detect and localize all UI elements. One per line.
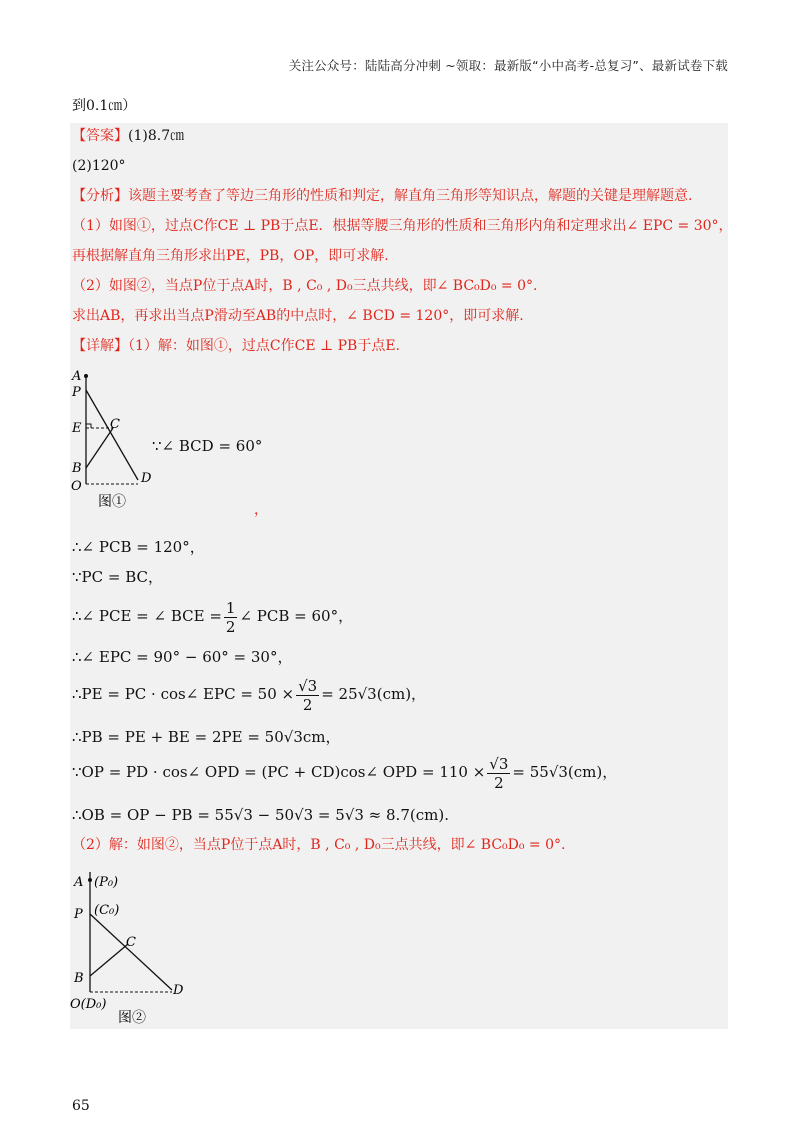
- eq-5-num: √3: [298, 676, 318, 695]
- eq-3-den: 2: [225, 617, 236, 636]
- analysis-l2: 再根据解直角三角形求出PE，PB，OP，即可求解.: [72, 248, 389, 264]
- eq-7-den: 2: [494, 773, 504, 792]
- fig2-caption: 图②: [118, 1010, 146, 1024]
- eq-5-right: = 25√3(cm)，: [321, 685, 427, 703]
- eq-5-den: 2: [302, 695, 313, 714]
- fig1-comma: ，: [254, 502, 268, 518]
- fig2-label-a: A: [74, 875, 84, 890]
- eq-3-right: ∠ PCB = 60°，: [239, 607, 354, 625]
- eq-3-num: 1: [225, 598, 236, 617]
- eq-5-fraction: [296, 677, 319, 714]
- answer-part2: (2)120°: [72, 158, 126, 174]
- fig1-label-o: O: [71, 479, 82, 494]
- eq-3: [72, 596, 353, 636]
- fig1-label-e: E: [72, 421, 82, 436]
- answer-tag: 【答案】: [72, 128, 128, 144]
- fig1-side-equation: ∵∠ BCD = 60°: [152, 437, 263, 455]
- eq-7-fraction: [487, 755, 510, 792]
- eq-3-fraction: [224, 599, 238, 636]
- answer-part1: (1)8.7㎝: [128, 128, 185, 144]
- eq-7-left: ∵OP = PD · cos∠ OPD = (PC + CD)cos∠ OPD = 110 ×: [72, 763, 486, 781]
- fig1-label-c: C: [110, 417, 120, 432]
- eq-6: ∴PB = PE + BE = 2PE = 50√3cm，: [72, 728, 341, 746]
- fig2-label-p0: (P₀): [94, 875, 119, 890]
- eq-7-right: = 55√3(cm)，: [512, 763, 618, 781]
- eq-2: ∵PC = BC，: [72, 568, 163, 586]
- detail-tag: 【详解】: [72, 338, 128, 354]
- fig2-label-d: D: [173, 983, 184, 998]
- fig1-label-a: A: [72, 369, 82, 384]
- fig2-label-c0: (C₀): [94, 903, 120, 918]
- fig1-label-p: P: [72, 385, 81, 400]
- eq-9: （2）解：如图②，当点P位于点A时，B , C₀ , D₀三点共线，即∠ BC₀D₀ = 0°.: [72, 837, 566, 853]
- analysis-text: 该题主要考查了等边三角形的性质和判定，解直角三角形等知识点，解题的关键是理解题意.: [128, 188, 693, 204]
- detail-text: （1）解：如图①，过点C作CE ⊥ PB于点E.: [128, 338, 400, 354]
- page-header: 关注公众号：陆陆高分冲刺 ~领取：最新版“小中高考-总复习”、最新试卷下载: [288, 58, 728, 73]
- fig2-label-b: B: [74, 971, 84, 986]
- fig2-label-c: C: [126, 935, 136, 950]
- eq-3-left: ∴∠ PCE = ∠ BCE =: [72, 607, 222, 625]
- eq-1: ∴∠ PCB = 120°，: [72, 538, 205, 556]
- eq-4: ∴∠ EPC = 90° − 60° = 30°，: [72, 648, 293, 666]
- fig2-label-p: P: [74, 907, 83, 922]
- analysis-tag: 【分析】: [72, 188, 128, 204]
- fig1-label-b: B: [72, 461, 82, 476]
- figure-2: [68, 864, 198, 1024]
- eq-5-left: ∴PE = PC · cos∠ EPC = 50 ×: [72, 685, 295, 703]
- analysis-line: [72, 186, 692, 206]
- eq-5: [72, 674, 426, 714]
- analysis-l1: （1）如图①，过点C作CE ⊥ PB于点E．根据等腰三角形的性质和三角形内角和定理求出∠ EPC = 30°，: [72, 218, 733, 234]
- analysis-l4: 求出AB，再求出当点P滑动至AB的中点时，∠ BCD = 120°，即可求解.: [72, 308, 524, 324]
- fig1-label-d: D: [141, 471, 152, 486]
- page-number: 65: [72, 1098, 90, 1114]
- eq-7-num: √3: [489, 754, 509, 773]
- analysis-l3: （2）如图②，当点P位于点A时，B , C₀ , D₀三点共线，即∠ BC₀D₀ = 0°.: [72, 278, 538, 294]
- fig1-caption: 图①: [98, 494, 126, 510]
- answer-line: [72, 126, 184, 146]
- intro-line: 到0.1㎝）: [72, 98, 137, 114]
- detail-line: [72, 336, 400, 356]
- fig2-label-o: O(D₀): [70, 997, 107, 1012]
- eq-7: [72, 752, 617, 792]
- eq-8: ∴OB = OP − PB = 55√3 − 50√3 = 5√3 ≈ 8.7(cm).: [72, 806, 449, 824]
